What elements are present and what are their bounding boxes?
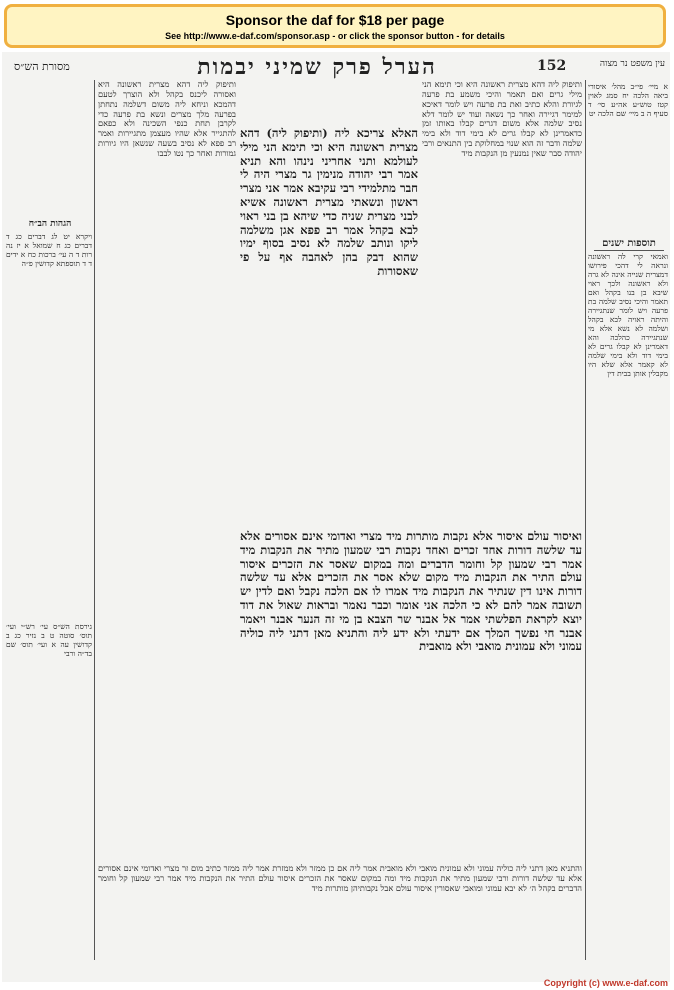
left-references-text: גירסת הש״ס עי׳ רש״י ועי׳ תוס׳ סוטה ט ב נזיר כג ב קדושין עה א ועי׳ תוס׳ שם בד״ה ורבי: [6, 622, 92, 658]
rashi-text: ותיפוק ליה דהא מצרית ראשונה היא ואסורה ליכנס בקהל ולא הוצרך לטעם דהמכא וניחא ליה משום דשלמה נתחתן בפרעה מלך מצרים ונשא בת פרעה כדי לקרבן תחת כנפי השכינה ולא כפאם להתגייר אלא שהיו מעצמן מתגיירות ואמר רב פפא לא נסיב בשעה שנשאן היו גיורות גמורות ואחר כך נטו לבבו: [98, 80, 236, 158]
chapter-title: הערל פרק שמיני יבמות: [197, 54, 437, 80]
ein-mishpat-text: א מיי׳ פי״ב מהל׳ איסורי ביאה הלכה יח סמג לאוין קטז טוש״ע אה״ע סי׳ ד סעיף ה ב מיי׳ שם הלכה יט: [588, 82, 668, 118]
bottom-commentary-text: והתניא מאן דתני ליה כוליה עמוני ולא עמונית מואבי ולא מואבית אמר ליה אם כן ממזר ולא ממזרת אמר ליה ממזר כתיב מום זר מצרי ואדומי אינם אסורים אלא עד שלשה דורות ורבי שמעון מתיר את הנקבות מיד ומה במקום שאסר את הזכרים איסור עולם התיר את הנקבות מיד אמר רבי שמעון קל וחומר הדברים בקהל ה׳ לא יבא עמוני ומואבי שאסורין איסור עולם אבל נקבותיהן מותרות מיד: [98, 864, 582, 893]
left-column-divider: [94, 80, 95, 960]
right-column-divider: [585, 80, 586, 960]
page-number: 152: [537, 58, 567, 74]
sponsor-banner-subtitle: See http://www.e-daf.com/sponsor.asp - or click the sponsor button - for details: [165, 31, 505, 41]
tosafot-yeshanim-heading: תוספות ישנים: [602, 238, 656, 249]
talmud-page: [2, 52, 670, 982]
gemara-text-continued: ואיסור עולם איסור אלא נקבות מותרות מיד מצרי ואדומי אינם אסורים אלא עד שלשה דורות אחד זכרים ואחד נקבות רבי שמעון מתיר את הנקבות מיד אמר רבי שמעון קל וחומר הדברים ומה במקום שאסר את הזכרים איסור עולם התיר את הנקבות מיד מקום שלא אסר את הזכרים אלא עד שלשה דורות אינו דין שנתיר את הנקבות מיד אמרו לו אם הלכה נקבל ואם לדין יש תשובה אמר להם לא כי הלכה אני אומר וכבר נאמר ובראות שאול את דוד יוצא לקראת הפלשתי אמר אל אבנר שר הצבא בן מי זה הנער אבנר ויאמר אבנר חי נפשך המלך אם ידעתי ולא ידע ליה והתניא מאן דתני ליה כוליה עמוני ולא עמונית מואבי ולא מואבית: [240, 530, 582, 654]
ein-mishpat-header: עין משפט נר מצוה: [599, 59, 665, 69]
tosafot-text: ותיפוק ליה דהא מצרית ראשונה היא וכי תימא הני מילי גרים ואם תאמר והיכי משמע בת פרעה לגיורת והלא כתיב ואת בת פרעה ויש לומר דאיכא למימר דגיירה ואחר כך נשאה ועוד יש לומר דלא נסיב שלמה אלא משום דגרים קבלו באותו זמן כדאמרינן לא קבלו גרים לא בימי דוד ולא בימי שלמה ודבר זה הוא שנוי במחלוקת בין התנאים ורבי יהודה סבר שאין נמנעין מן הנקבות מיד: [422, 80, 582, 158]
masoret-hashas-text: ויקרא יט לג דברים כג ד דברים כג ח שמואל א יז נה רות ד ה עי׳ ברכות כח א ידים ד ד תוספתא קדושין פ״ה: [6, 232, 92, 268]
sponsor-banner-title[interactable]: Sponsor the daf for $18 per page: [225, 12, 445, 28]
gemara-text: האלא צריכא ליה (ותיפוק ליה) דהא מצרית ראשונה היא וכי תימא הני מילי לעולמא ותני אחריני נינהו והא תניא אמר רבי יהודה מנימין גר מצרי היה לי חבר מתלמידי רבי עקיבא אמר אני מצרי ראשון ונשאתי מצרית ראשונה אשיא לבני מצרית שניה כדי שיהא בן בני ראוי לבא בקהל אמר רב פפא אגן משלמה ליקו ונותב שלמה לא נסיב בסוף ימיו שהוא דבק בהן לאהבה אף על פי שאסורות: [240, 127, 418, 278]
copyright-link[interactable]: Copyright (c) www.e-daf.com: [543, 978, 668, 988]
tosafot-yeshanim-text: ואמאי קרי לה ראשונה ונראה לי דהכי פירושו דמצרית שנייה אינה לא גרה ולא ראשונה ולכך ראוי שיבא בן בנו בקהל ואם תאמר והיכי נסיב שלמה בת פרעה ויש לומר שנתגיירה והיתה ראויה לבא בקהל ושלמה לא נשא אלא מי שנתגיירה כהלכה והא דאמרינן לא קבלו גרים לא בימי דוד ולא בימי שלמה לא קאמר אלא שלא היו מקבלין אותן בבית דין: [588, 252, 668, 378]
tosafot-yeshanim-divider: [594, 250, 664, 251]
hagahot-heading: הגהות הב״ח: [28, 219, 72, 229]
masoret-hashas-header: מסורת הש״ס: [14, 60, 70, 73]
sponsor-banner[interactable]: [4, 4, 666, 48]
